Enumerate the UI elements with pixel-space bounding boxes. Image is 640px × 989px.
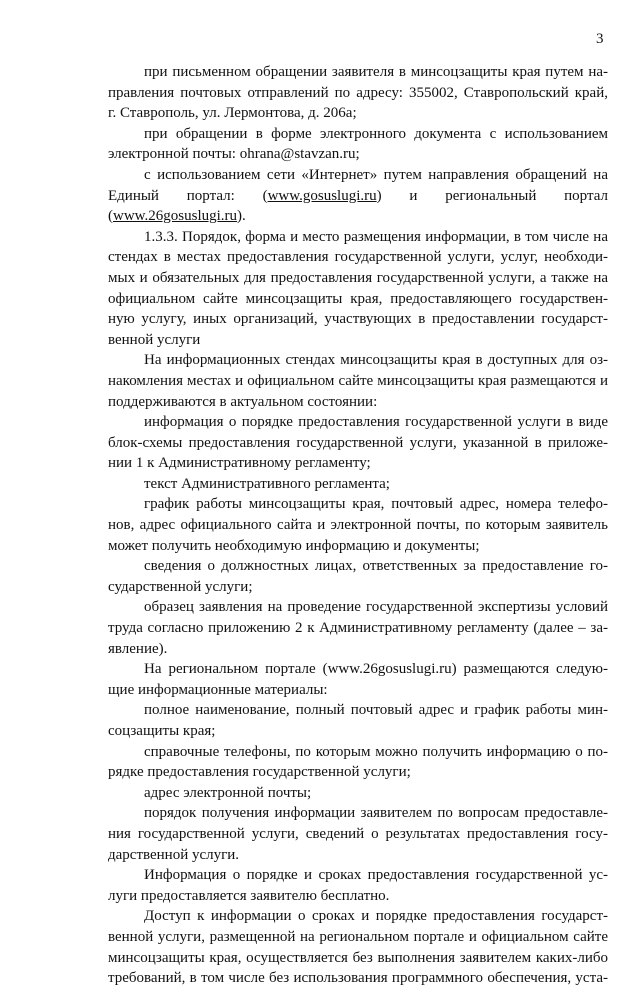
text-line: Информация о порядке и сроках предоставления государственной ус- bbox=[144, 867, 608, 884]
text-line: блок-схемы предоставления государственной услуги, указанной в приложе- bbox=[108, 434, 608, 451]
text-line: справочные телефоны, по которым можно получить информацию о по- bbox=[144, 743, 608, 760]
text-line: может получить необходимую информацию и документы; bbox=[108, 537, 480, 554]
text-fragment: ( bbox=[108, 208, 113, 225]
text-line: ную услугу, иных организаций, участвующих в предоставлении государст- bbox=[108, 311, 608, 328]
text-line: информация о порядке предоставления государственной услуги в виде bbox=[144, 414, 608, 431]
text-fragment: ). bbox=[237, 208, 246, 225]
text-line: явление). bbox=[108, 640, 168, 657]
gosuslugi-link[interactable]: www.gosuslugi.ru bbox=[267, 187, 377, 204]
text-line: 1.3.3. Порядок, форма и место размещения информации, в том числе на bbox=[144, 228, 608, 245]
text-line: На региональном портале (www.26gosuslugi.ru) размещаются следую- bbox=[144, 661, 608, 678]
text-line: адрес электронной почты; bbox=[144, 784, 312, 801]
text-line: венной услуги, размещенной на региональном портале и официальном сайте bbox=[108, 928, 608, 945]
text-line: Доступ к информации о сроках и порядке предоставления государст- bbox=[144, 908, 608, 925]
text-line: луги предоставляется заявителю бесплатно. bbox=[108, 887, 390, 904]
text-line: рядке предоставления государственной услуги; bbox=[108, 764, 411, 781]
text-line: официальном сайте минсоцзащиты края, предоставляющего государствен- bbox=[108, 290, 608, 307]
text-line: при обращении в форме электронного документа с использованием bbox=[144, 125, 608, 142]
text-line: труда согласно приложению 2 к Административному регламенту (далее – за- bbox=[108, 620, 608, 637]
text-line: требований, в том числе без использования программного обеспечения, уста- bbox=[108, 970, 608, 987]
26gosuslugi-link[interactable]: www.26gosuslugi.ru bbox=[113, 208, 238, 225]
text-line: полное наименование, полный почтовый адрес и график работы мин- bbox=[144, 702, 608, 719]
portal-line-2 bbox=[108, 206, 608, 227]
text-fragment bbox=[263, 188, 382, 204]
text-line: порядок получения информации заявителем по вопросам предоставле- bbox=[144, 805, 608, 822]
text-line: щие информационные материалы: bbox=[108, 681, 328, 698]
text-line: график работы минсоцзащиты края, почтовый адрес, номера телефо- bbox=[144, 496, 608, 513]
text-line: сударственной услуги; bbox=[108, 578, 253, 595]
text-line: ния государственной услуги, сведений о результатах предоставления госу- bbox=[108, 825, 608, 842]
text-line: На информационных стендах минсоцзащиты края в доступных для оз- bbox=[144, 352, 608, 369]
text-line: при письменном обращении заявителя в минсоцзащиты края путем на- bbox=[144, 64, 608, 80]
text-line: электронной почты: ohrana@stavzan.ru; bbox=[108, 146, 360, 163]
text-fragment: ) bbox=[376, 187, 382, 204]
text-line: сведения о должностных лицах, ответственных за предоставление го- bbox=[144, 558, 608, 575]
document-body bbox=[108, 62, 608, 989]
text-fragment: региональный bbox=[445, 187, 537, 204]
text-line: г. Ставрополь, ул. Лермонтова, д. 206а; bbox=[108, 105, 357, 122]
page-number: 3 bbox=[596, 31, 604, 47]
text-fragment: ( bbox=[262, 187, 268, 204]
portal-line bbox=[108, 186, 608, 207]
text-line: соцзащиты края; bbox=[108, 723, 216, 739]
text-line: нов, адрес официального сайта и электронной почты, по которым заявитель bbox=[108, 517, 608, 534]
text-line: поддерживаются в актуальном состоянии: bbox=[108, 393, 378, 410]
text-line: с использованием сети «Интернет» путем направления обращений на bbox=[144, 166, 608, 183]
text-line: минсоцзащиты края, осуществляется без выполнения заявителем каких-либо bbox=[108, 949, 608, 966]
text-fragment: и bbox=[409, 187, 418, 204]
text-line: венной услуги bbox=[108, 331, 201, 348]
text-fragment: портал bbox=[564, 187, 608, 204]
text-line: накомления местах и официальном сайте минсоцзащиты края размещаются и bbox=[108, 372, 608, 389]
text-line: текст Административного регламента; bbox=[144, 475, 390, 492]
text-fragment: портал: bbox=[186, 187, 235, 204]
text-line: правления почтовых отправлений по адресу: 355002, Ставропольский край, bbox=[108, 84, 608, 101]
text-line: образец заявления на проведение государственной экспертизы условий bbox=[144, 599, 608, 616]
text-fragment: Единый bbox=[108, 187, 159, 204]
text-line: мых и обязательных для предоставления государственной услуги, а также на bbox=[108, 269, 608, 286]
text-line: дарственной услуги. bbox=[108, 846, 240, 863]
text-line: стендах в местах предоставления государственной услуги, услуг, необходи- bbox=[108, 249, 608, 266]
text-line: нии 1 к Административному регламенту; bbox=[108, 455, 371, 472]
